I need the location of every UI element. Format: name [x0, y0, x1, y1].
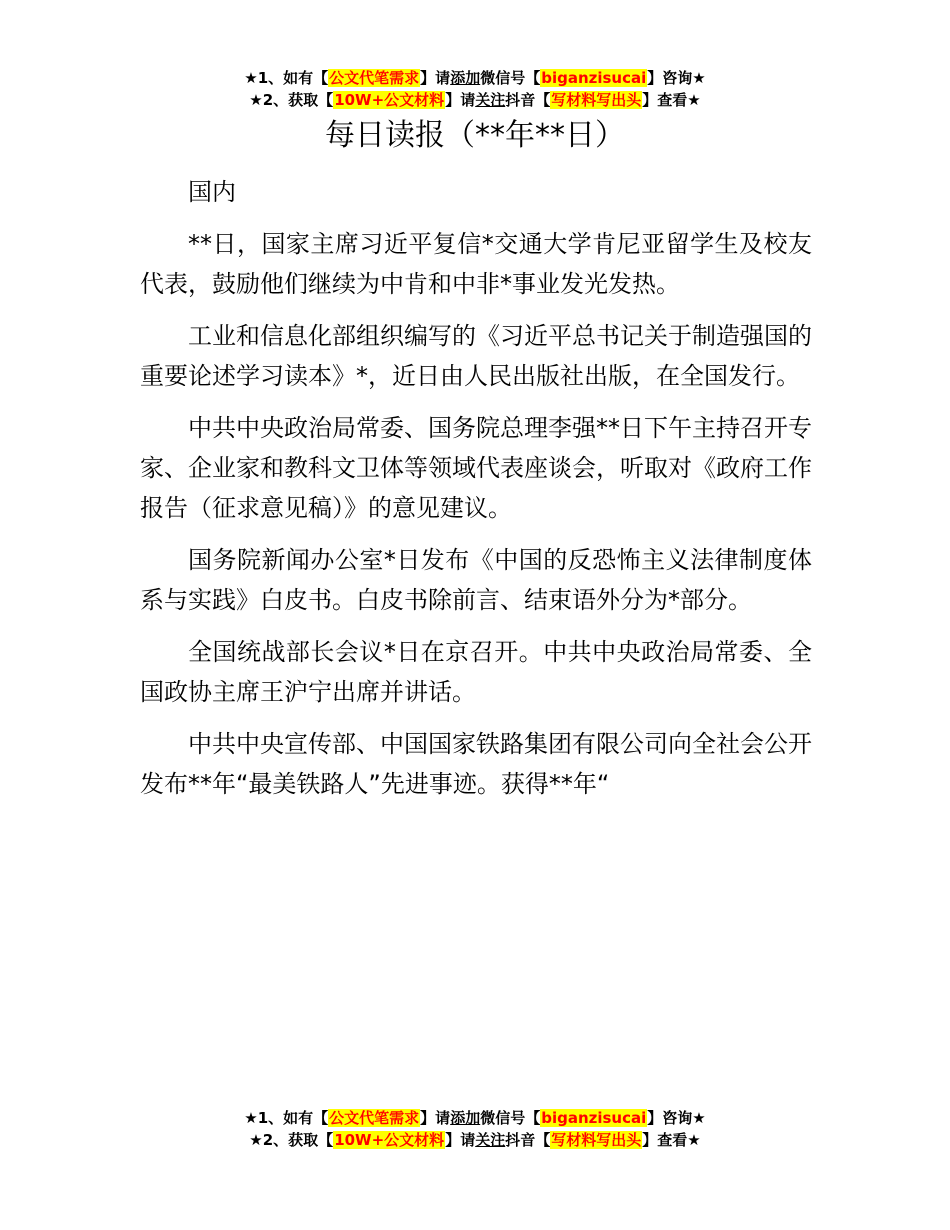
paragraph: 国务院新闻办公室*日发布《中国的反恐怖主义法律制度体系与实践》白皮书。白皮书除前言、结束语外分为*部分。 — [140, 546, 812, 614]
promo-text: 】请 — [420, 1109, 451, 1127]
promo-text: 微信号【 — [480, 1109, 541, 1127]
paragraph: 中共中央政治局常委、国务院总理李强**日下午主持召开专家、企业家和教科文卫体等领域代表座谈会，听取对《政府工作报告（征求意见稿）》的意见建议。 — [140, 414, 812, 522]
promo-highlight: 写材料写出头 — [551, 1131, 642, 1149]
paragraph: 工业和信息化部组织编写的《习近平总书记关于制造强国的重要论述学习读本》*，近日由人民出版社出版，在全国发行。 — [140, 322, 812, 390]
promo-text: 】请 — [445, 1131, 476, 1149]
promo-text: 抖音【 — [505, 1131, 551, 1149]
promo-highlight: 10W+公文材料 — [334, 91, 445, 109]
footer-promo-banner — [0, 1107, 950, 1151]
promo-highlight: 公文代笔需求 — [329, 69, 420, 87]
promo-line-2 — [0, 1129, 950, 1151]
promo-text: ★1、如有【 — [244, 69, 329, 87]
promo-text: ★2、获取【 — [249, 91, 334, 109]
promo-text: 】咨询★ — [647, 69, 706, 87]
paragraph: 国内 — [188, 178, 236, 206]
promo-text: 】查看★ — [642, 91, 701, 109]
promo-line-1 — [0, 67, 950, 89]
promo-highlight: 写材料写出头 — [551, 91, 642, 109]
promo-text: 】咨询★ — [647, 1109, 706, 1127]
promo-text: ★2、获取【 — [249, 1131, 334, 1149]
promo-highlight: biganzisucai — [541, 69, 647, 87]
promo-text: ★1、如有【 — [244, 1109, 329, 1127]
document-title: 每日读报（**年**日） — [325, 118, 625, 153]
promo-highlight: biganzisucai — [541, 1109, 647, 1127]
promo-underline: 添加 — [450, 69, 481, 87]
promo-underline: 关注 — [475, 91, 506, 109]
promo-text: 微信号【 — [480, 69, 541, 87]
promo-highlight: 公文代笔需求 — [329, 1109, 420, 1127]
paragraph: 全国统战部长会议*日在京召开。中共中央政治局常委、全国政协主席王沪宁出席并讲话。 — [140, 638, 812, 706]
promo-underline: 关注 — [475, 1131, 506, 1149]
promo-text: 】请 — [445, 91, 476, 109]
promo-text: 抖音【 — [505, 91, 551, 109]
promo-highlight: 10W+公文材料 — [334, 1131, 445, 1149]
paragraph: **日，国家主席习近平复信*交通大学肯尼亚留学生及校友代表，鼓励他们继续为中肯和中非*事业发光发热。 — [140, 230, 812, 298]
promo-underline: 添加 — [450, 1109, 481, 1127]
promo-line-2 — [0, 89, 950, 111]
promo-text: 】查看★ — [642, 1131, 701, 1149]
promo-line-1 — [0, 1107, 950, 1129]
document-body — [140, 172, 812, 816]
header-promo-banner — [0, 67, 950, 111]
promo-text: 】请 — [420, 69, 451, 87]
paragraph: 中共中央宣传部、中国国家铁路集团有限公司向全社会公开发布**年“最美铁路人”先进事迹。获得**年“ — [140, 730, 812, 798]
